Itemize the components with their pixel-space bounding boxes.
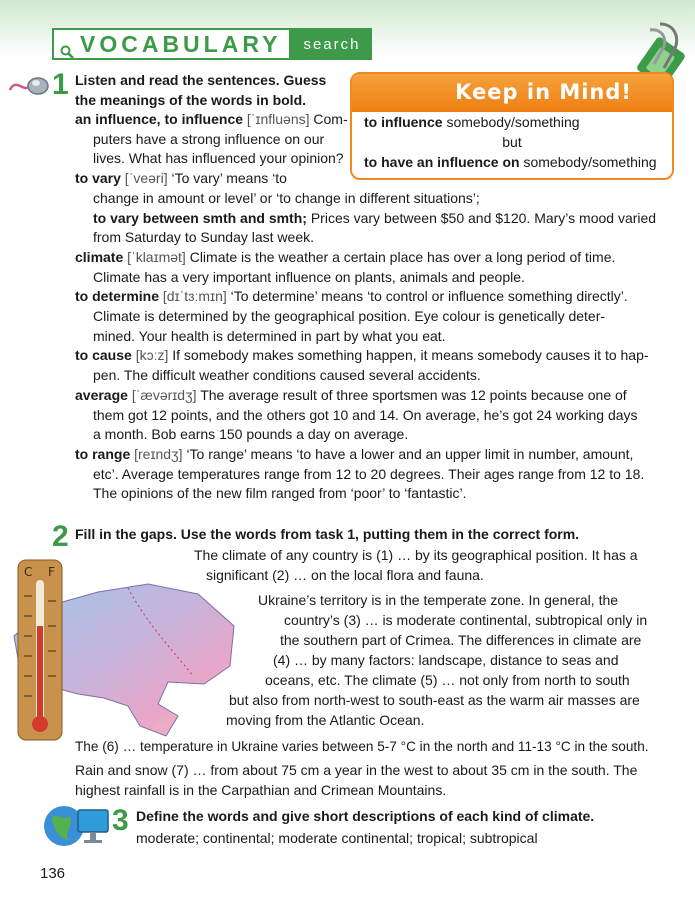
entry-range: to range [reɪndʒ] ‘To range’ means ‘to have a lower and an upper limit in number, amount, etc’. Average temperatures range from 12 to 20 degrees. Their ages range from 12 to 18. The opinions of the new film ranged from ‘poor’ to ‘fantastic’. [75,445,645,502]
task2-line-3: Ukraine’s territory is in the temperate zone. In general, the [258,592,619,608]
task2-line-8: but also from north-west to south-east as the warm air masses are [229,692,640,708]
task2-line-10: The (6) … temperature in Ukraine varies between 5-7 °C in the north and 11-13 °C in the south. [75,739,649,754]
keep-in-mind-title: Keep in Mind! [455,80,632,104]
entry-vary: to vary [ˈveəri] ‘To vary’ means ‘to change in amount or level’ or ‘to change in different situations’; to vary between smth and smth; Prices vary between $50 and $120. Mary’s mood varied from Saturday to Sunday last week. [75,170,657,246]
entry-determine: to determine [dɪˈtɜːmɪn] ‘To determine’ means ‘to control or influence something directly’. Climate is determined by the geographical position. Eye colour is genetically deter- mined. Your health is determined in part by what you eat. [75,288,628,344]
task2-line-12: highest rainfall is in the Carpathian and Crimean Mountains. [75,782,447,798]
task1-instruction-line1: Listen and read the sentences. Guess [75,72,327,88]
vocabulary-label [52,28,291,60]
vocabulary-text: VOCABULARY [80,30,282,57]
page-number: 136 [40,865,66,882]
task2-line-7: oceans, etc. The climate (5) … not only from north to south [265,672,630,688]
fahrenheit-label: F [48,565,55,579]
task2-line-9: moving from the Atlantic Ocean. [226,712,425,728]
task2-line-1: The climate of any country is (1) … by its geographical position. It has a [194,547,638,563]
keep-in-mind-line3: to have an influence on somebody/something [364,154,657,170]
entry-climate: climate [ˈklaɪmət] Climate is the weather a certain place has over a long period of time. Climate has a very important influence on plants, animals and people. [75,248,616,285]
task2-number: 2 [52,520,69,553]
computer-mouse-icon [8,70,52,110]
globe-computer-icon [42,800,112,852]
task2-line-4: country’s (3) … is moderate continental, subtropical only in [284,612,648,628]
task2-line-6: (4) … by many factors: landscape, distance to seas and [273,652,619,668]
task3-words: moderate; continental; moderate continental; tropical; subtropical [136,830,538,846]
keep-in-mind-line1: to influence somebody/something [364,114,580,130]
task3-instruction: Define the words and give short descriptions of each kind of climate. [136,808,595,824]
task3-number: 3 [112,804,129,837]
magnifier-icon [60,38,72,50]
task1-instruction-line2: the meanings of the words in bold. [75,92,307,108]
search-label: search [291,28,372,60]
keep-in-mind-line2: but [502,134,522,150]
entry-cause: to cause [kɔːz] If somebody makes something happen, it means somebody causes it to hap- pen. The difficult weather conditions caused several accidents. [75,347,649,384]
entry-average: average [ˈævərɪdʒ] The average result of three sportsmen was 12 points because one of them got 12 points, and the others got 10 and 14. On average, he’s got 24 working days a month. Bob earns 150 pounds a day on average. [75,386,638,443]
task2-line-11: Rain and snow (7) … from about 75 cm a year in the west to about 35 cm in the south. The [75,762,638,778]
task2-line-5: the southern part of Crimea. The differences in climate are [280,632,642,648]
celsius-label: C [24,565,33,579]
entry-influence: an influence, to influence [ˈɪnfluəns] Com- puters have a strong influence on our lives. What has influenced your opinion? [75,111,348,167]
vocabulary-search-banner [52,28,372,60]
task1-number: 1 [52,68,69,101]
task2-instruction: Fill in the gaps. Use the words from task 1, putting them in the correct form. [75,526,580,542]
vocabulary-entries [75,110,675,504]
thermometer-icon [10,556,70,746]
task1-instruction [75,70,326,110]
task2-line-2: significant (2) … on the local flora and fauna. [206,567,484,583]
